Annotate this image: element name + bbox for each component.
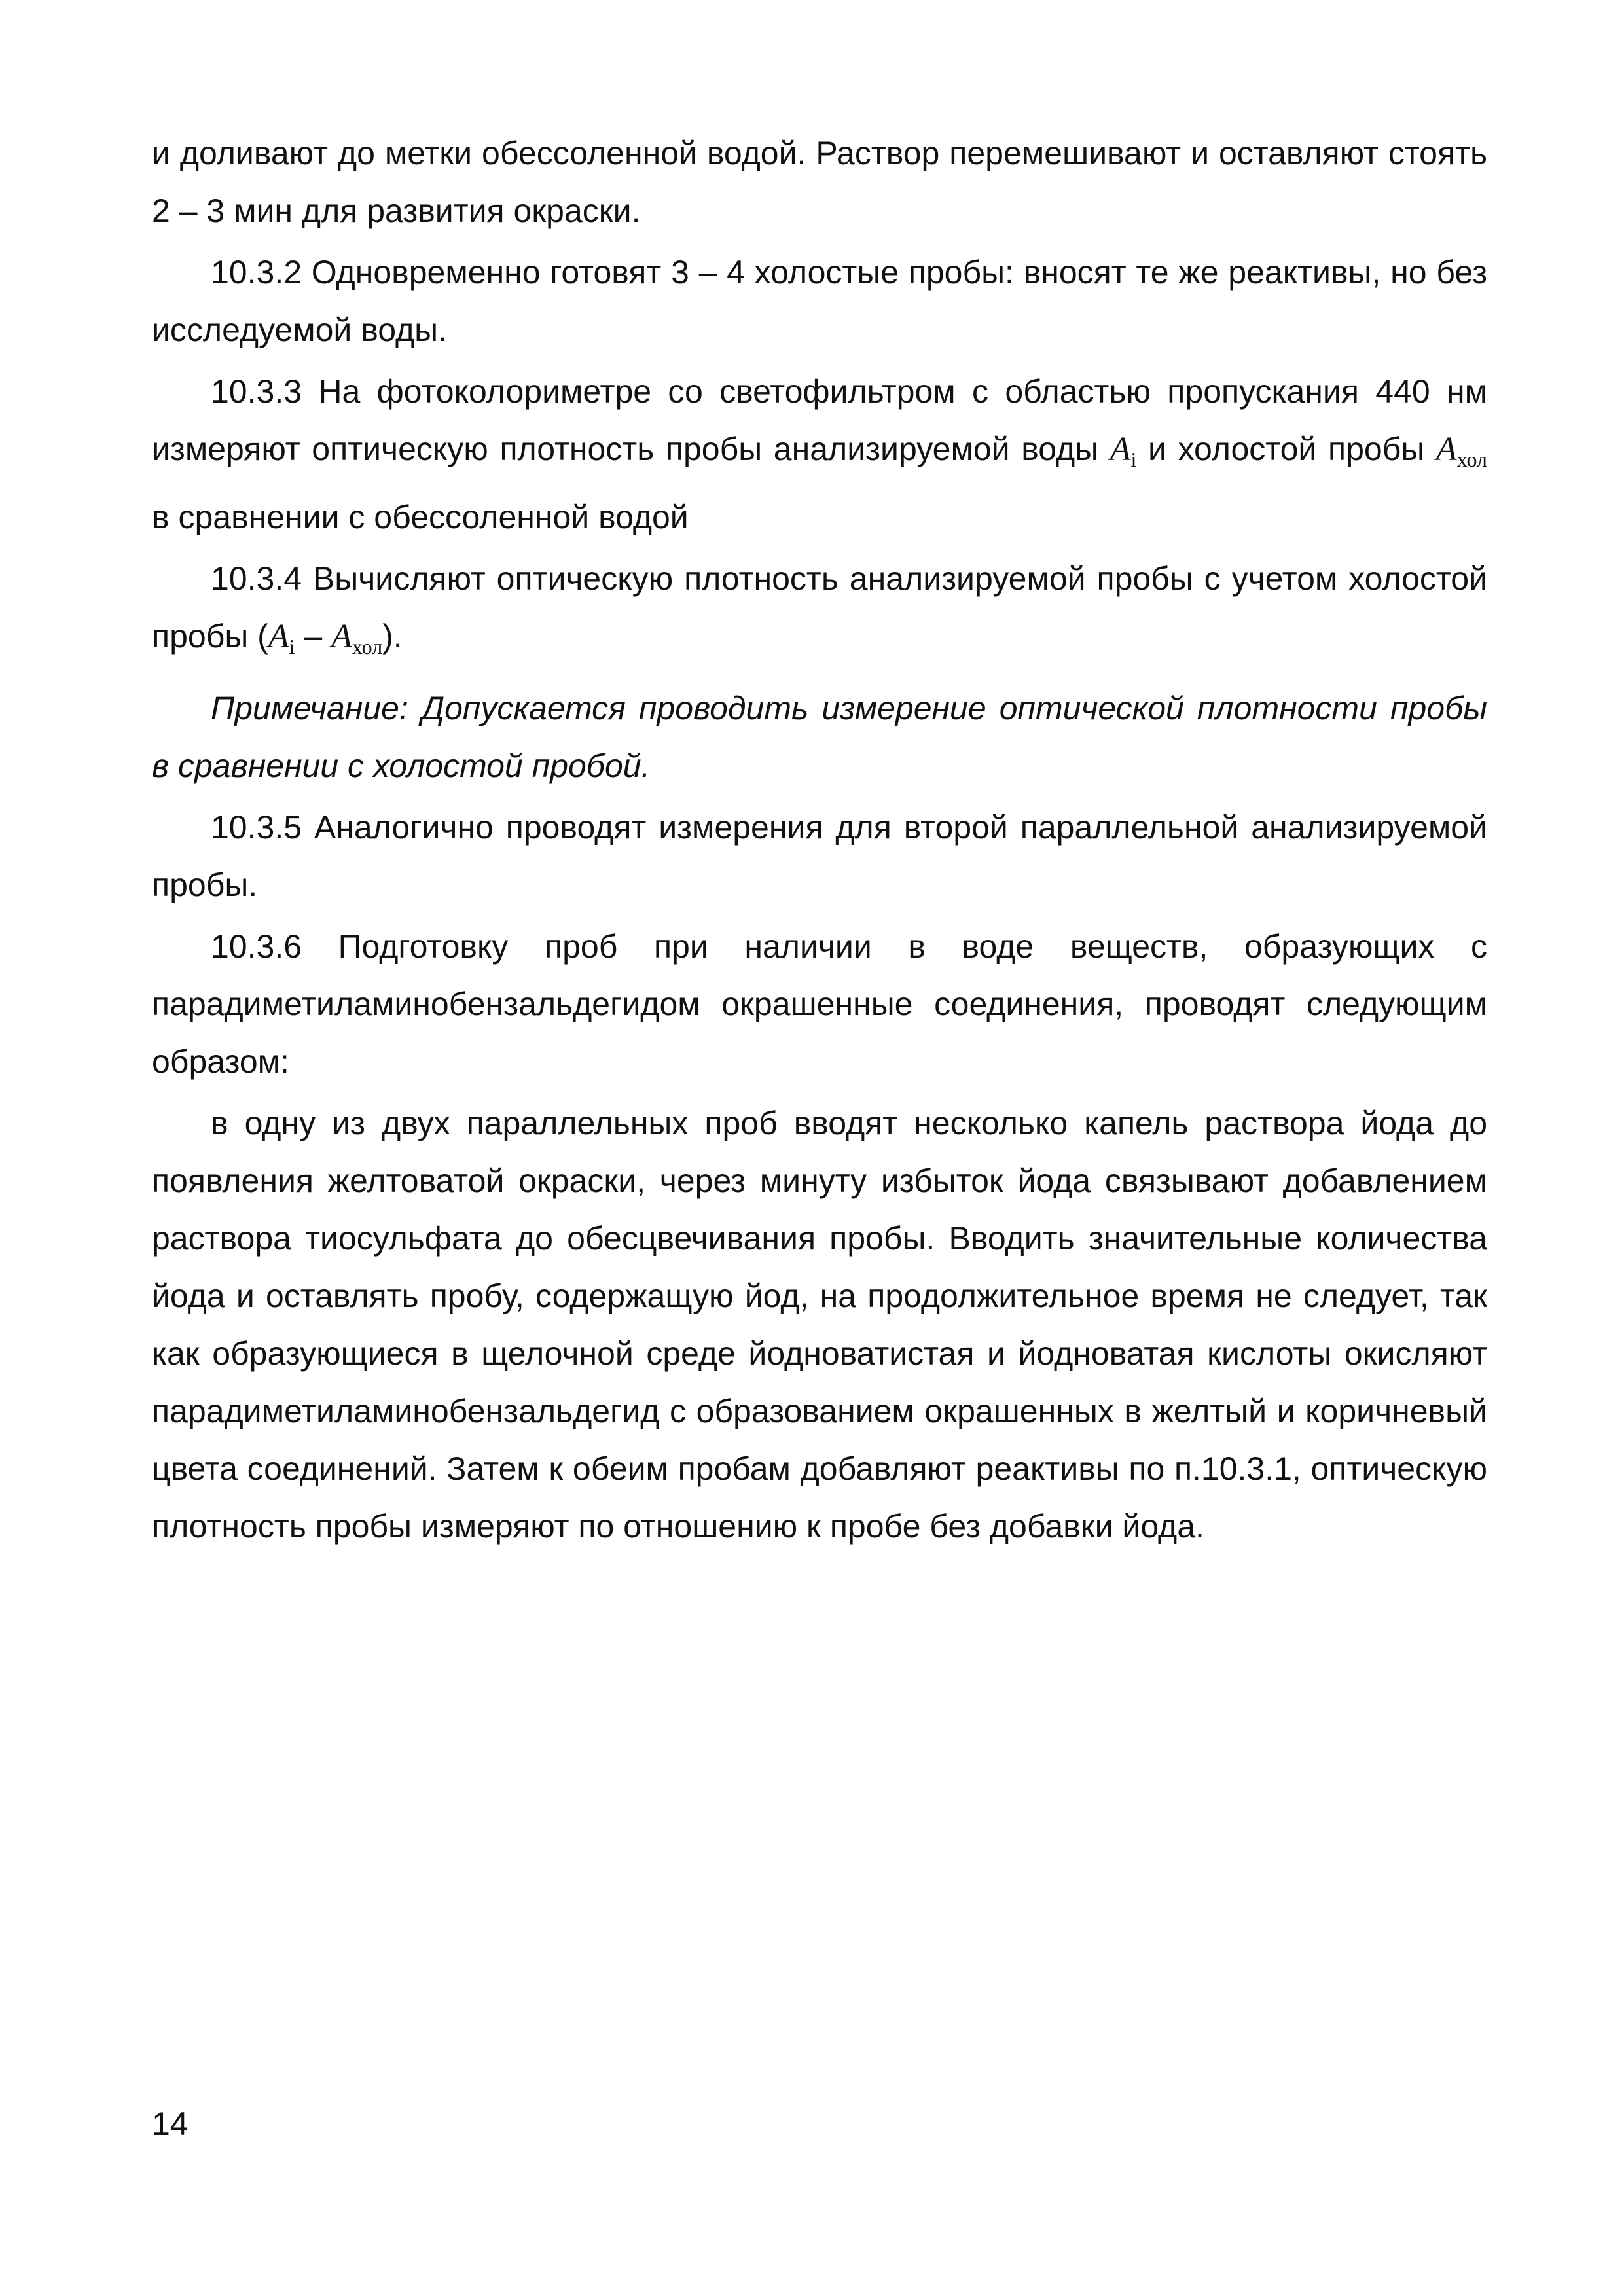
formula-subscript: хол <box>1456 448 1488 471</box>
paragraph-text: и холостой пробы <box>1136 431 1436 467</box>
paragraph-procedure <box>152 1094 1487 1555</box>
paragraph-text: в одну из двух параллельных проб вводят несколько капель раствора йода до появления желтоватой окраски, через минуту избыток йода связывают добавлением раствора тиосульфата до обесцвечивания пробы. Вводить значительные количества йода и оставлять пробу, содержащую йод, на продолжительное время не следует, так как образующиеся в щелочной среде йодноватистая и йодноватая кислоты окисляют парадиметиламинобензальдегид с образованием окрашенных в желтый и коричневый цвета соединений. Затем к обеим пробам добавляют реактивы по п.10.3.1, оптическую плотность пробы измеряют по отношению к пробе без добавки йода. <box>152 1105 1487 1545</box>
note-paragraph <box>152 679 1487 795</box>
paragraph-10-3-4 <box>152 550 1487 675</box>
paragraph-text: 10.3.2 Одновременно готовят 3 – 4 холостые пробы: вносят те же реактивы, но без исследуемой воды. <box>152 254 1487 348</box>
formula-variable: A <box>268 618 289 655</box>
paragraph-continuation <box>152 124 1487 240</box>
paragraph-text: 10.3.5 Аналогично проводят измерения для второй параллельной анализируемой пробы. <box>152 809 1487 903</box>
paragraph-text: ). <box>382 618 403 655</box>
paragraph-text: 10.3.6 Подготовку проб при наличии в воде веществ, образующих с парадиметиламинобензальдегидом окрашенные соединения, проводят следующим образом: <box>152 928 1487 1080</box>
paragraph-text: и доливают до метки обессоленной водой. Раствор перемешивают и оставляют стоять 2 – 3 мин для развития окраски. <box>152 135 1487 229</box>
page-number: 14 <box>152 2106 189 2142</box>
document-body <box>152 124 1487 1559</box>
formula-operator: – <box>295 618 332 655</box>
formula-variable: A <box>1110 431 1131 468</box>
paragraph-text: 10.3.4 Вычисляют оптическую плотность анализируемой пробы с учетом холостой пробы ( <box>152 560 1487 655</box>
note-text: Примечание: Допускается проводить измерение оптической плотности пробы в сравнении с холостой пробой. <box>152 690 1487 784</box>
formula-subscript: i <box>1130 448 1137 471</box>
formula-variable: A <box>1435 431 1457 468</box>
paragraph-text: в сравнении с обессоленной водой <box>152 499 689 535</box>
formula-subscript: хол <box>352 635 383 658</box>
paragraph-10-3-3 <box>152 363 1487 546</box>
formula-subscript: i <box>289 635 295 658</box>
paragraph-10-3-5 <box>152 798 1487 914</box>
formula-variable: A <box>331 618 352 655</box>
paragraph-10-3-2 <box>152 243 1487 359</box>
paragraph-text: 10.3.3 На фотоколориметре со светофильтром с областью пропускания 440 нм измеряют оптическую плотность пробы анализируемой воды <box>152 373 1487 467</box>
paragraph-10-3-6 <box>152 918 1487 1090</box>
